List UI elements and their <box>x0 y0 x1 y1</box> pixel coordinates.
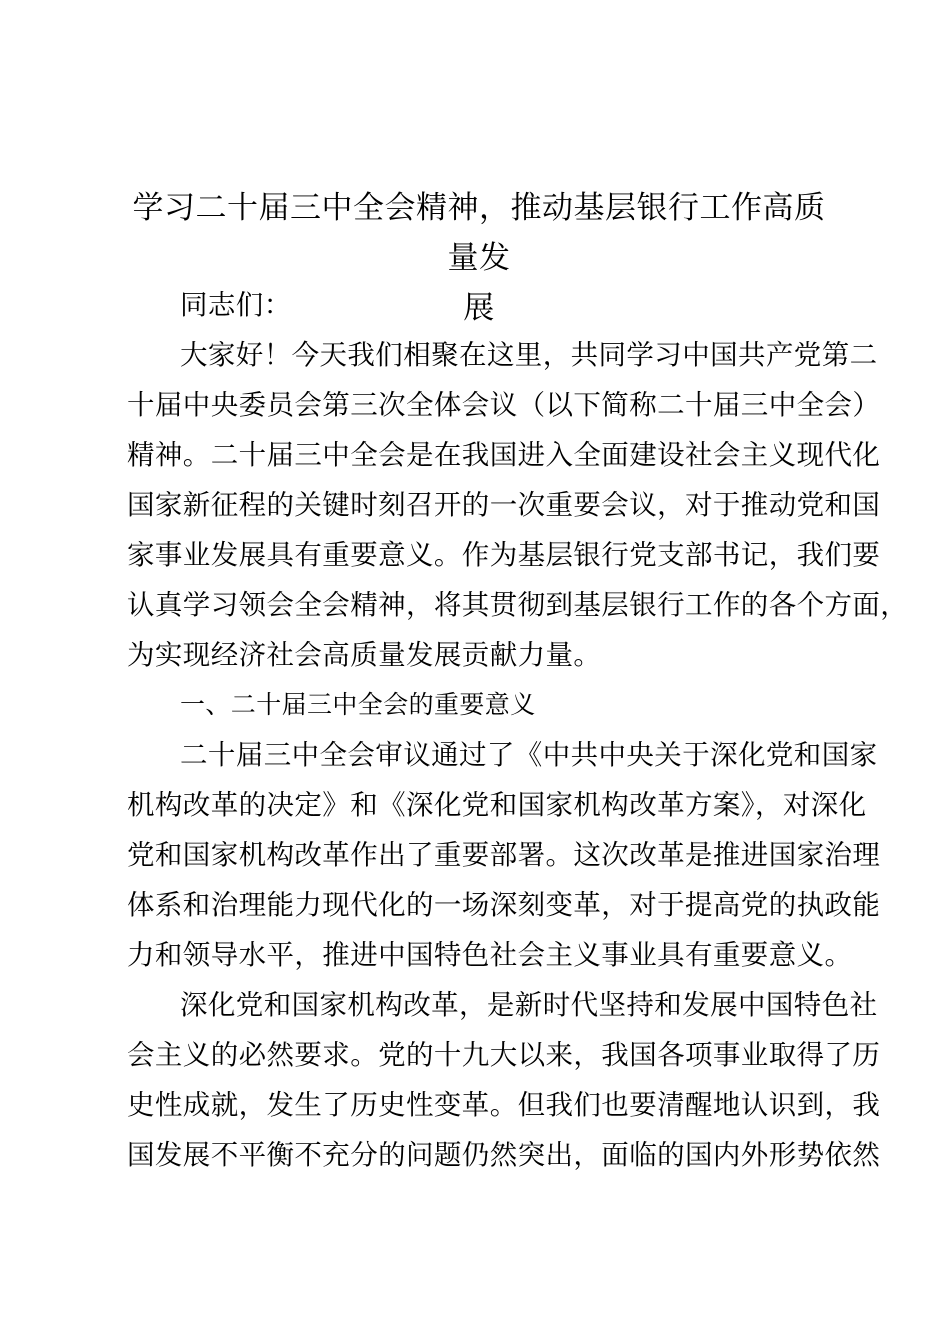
paragraph-line: 会主义的必然要求。党的十九大以来，我国各项事业取得了历 <box>127 1039 881 1071</box>
paragraph-line: 国家新征程的关键时刻召开的一次重要会议，对于推动党和国 <box>127 489 881 521</box>
paragraph-line: 党和国家机构改革作出了重要部署。这次改革是推进国家治理 <box>127 839 881 871</box>
section-heading: 一、二十届三中全会的重要意义 <box>180 690 536 719</box>
paragraph-line: 十届中央委员会第三次全体会议（以下简称二十届三中全会） <box>127 389 881 421</box>
paragraph-line: 体系和治理能力现代化的一场深刻变革，对于提高党的执政能 <box>127 889 881 921</box>
paragraph-line: 二十届三中全会审议通过了《中共中央关于深化党和国家 <box>180 739 878 771</box>
paragraph-line: 深化党和国家机构改革，是新时代坚持和发展中国特色社 <box>180 989 878 1021</box>
title-line-1: 学习二十届三中全会精神，推动基层银行工作高质量发 <box>132 190 826 276</box>
document-body <box>127 280 909 1180</box>
paragraph-line: 认真学习领会全会精神，将其贯彻到基层银行工作的各个方面， <box>127 589 909 621</box>
paragraph-line: 史性成就，发生了历史性变革。但我们也要清醒地认识到，我 <box>127 1089 881 1121</box>
paragraph-line: 大家好！今天我们相聚在这里，共同学习中国共产党第二 <box>180 339 878 371</box>
paragraph-line: 为实现经济社会高质量发展贡献力量。 <box>127 639 602 671</box>
paragraph-line: 精神。二十届三中全会是在我国进入全面建设社会主义现代化 <box>127 439 881 471</box>
paragraph-line: 力和领导水平，推进中国特色社会主义事业具有重要意义。 <box>127 939 853 971</box>
paragraph-line: 家事业发展具有重要意义。作为基层银行党支部书记，我们要 <box>127 539 881 571</box>
salutation: 同志们： <box>180 289 292 321</box>
paragraph-line: 国发展不平衡不充分的问题仍然突出，面临的国内外形势依然 <box>127 1139 881 1171</box>
title-line-2: 展 <box>463 290 495 326</box>
paragraph-line: 机构改革的决定》和《深化党和国家机构改革方案》，对深化 <box>127 789 867 821</box>
